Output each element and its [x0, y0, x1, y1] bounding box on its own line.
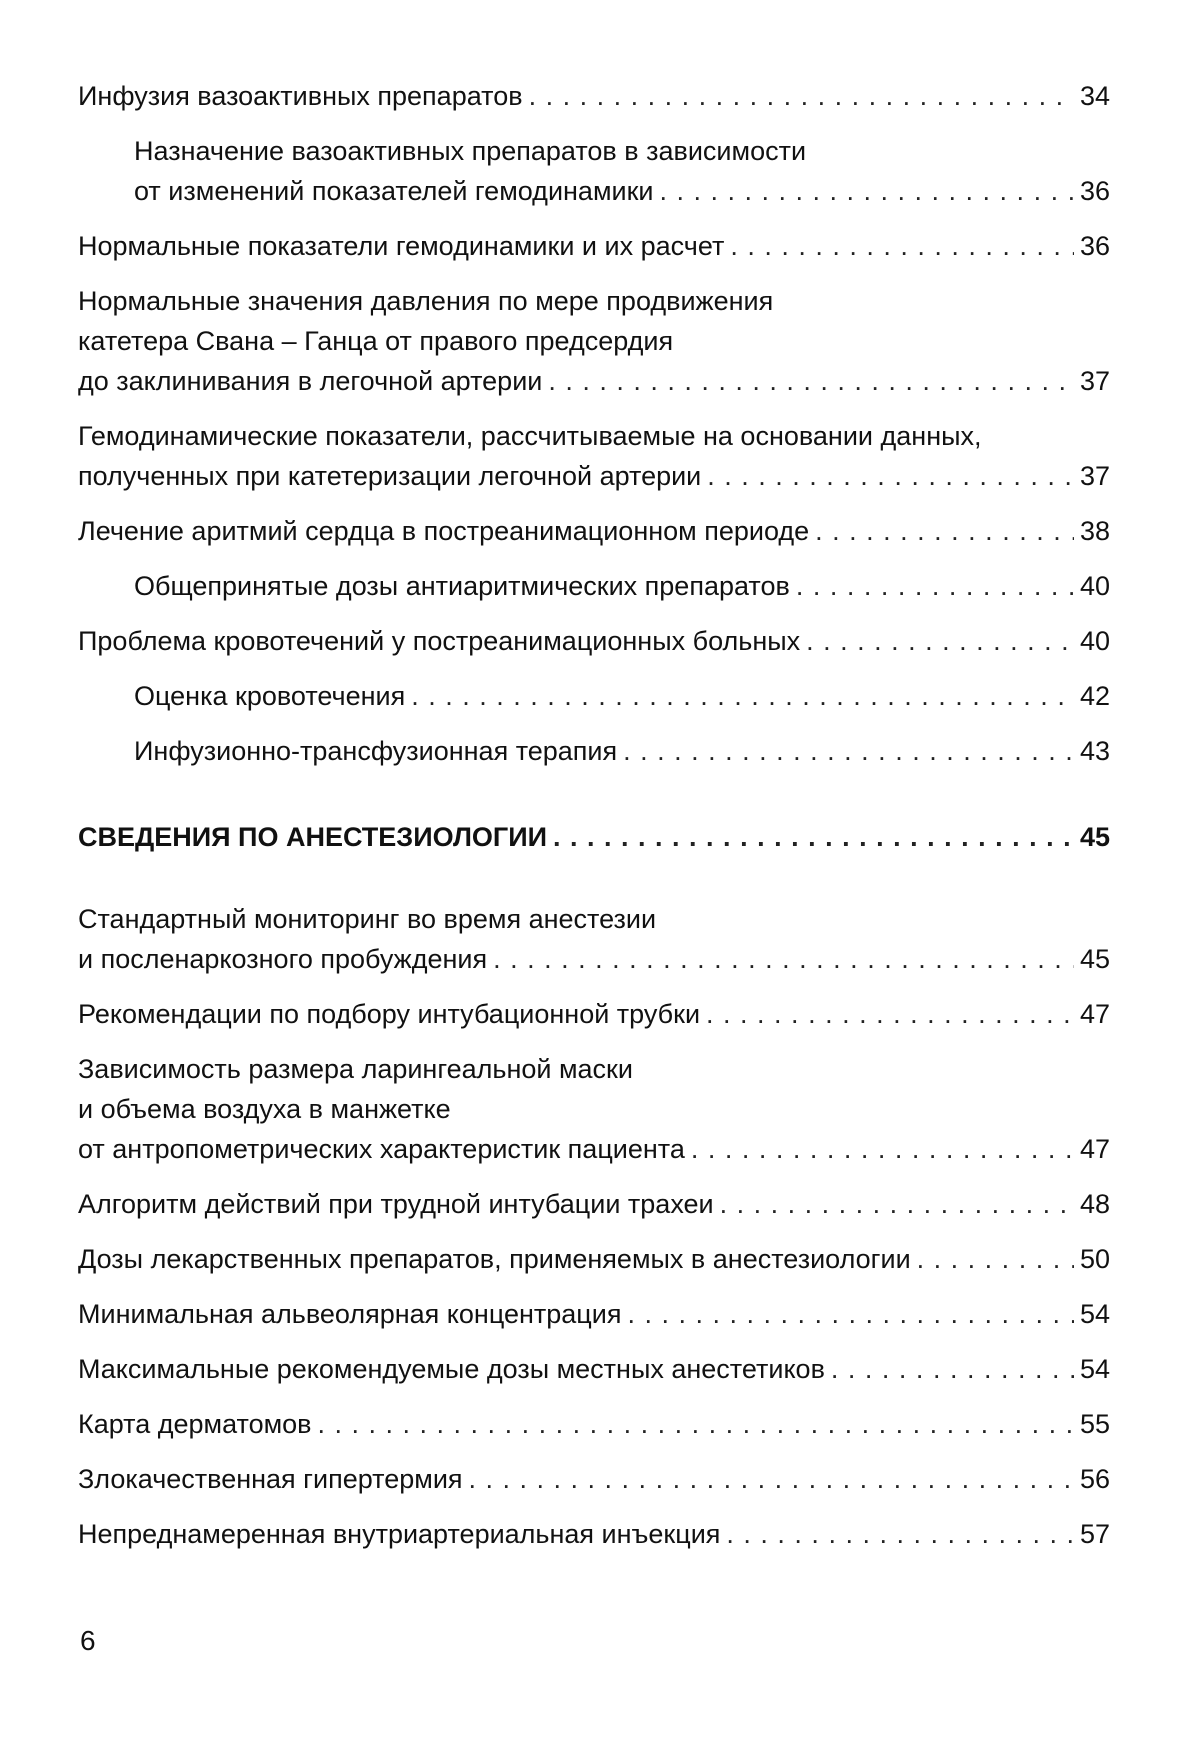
toc-entry: [78, 1294, 1110, 1334]
dot-leader: [627, 1294, 1073, 1334]
toc-entry-title-line: от изменений показателей гемодинамики: [134, 176, 654, 206]
toc-entry-title-line: Общепринятые дозы антиаритмических препаратов: [134, 571, 790, 601]
dot-leader: [529, 76, 1074, 116]
dot-leader: [623, 731, 1074, 771]
toc-entry-last-line: [78, 621, 1110, 661]
toc-entry-title-line: катетера Свана – Ганца от правого предсердия: [78, 326, 674, 356]
toc-entry-last-line: [78, 76, 1110, 116]
toc-page-number: 43: [1079, 736, 1110, 766]
dot-leader: [553, 817, 1074, 857]
toc-entry-title-line: Карта дерматомов: [78, 1409, 312, 1439]
toc-entry: [78, 1184, 1110, 1224]
toc-entry-last-line: [78, 1514, 1110, 1554]
toc-entry-title-line: Нормальные показатели гемодинамики и их расчет: [78, 231, 725, 261]
dot-leader: [411, 676, 1074, 716]
toc-page-number: 47: [1079, 1134, 1110, 1164]
toc-entry-title-line: Рекомендации по подбору интубационной трубки: [78, 999, 701, 1029]
toc-entry: [78, 416, 1110, 496]
toc-page-number: 57: [1079, 1519, 1110, 1549]
toc-entry-title-line: полученных при катетеризации легочной артерии: [78, 461, 702, 491]
toc-entry-last-line: [134, 566, 1110, 606]
table-of-contents: [78, 76, 1110, 1569]
toc-entry-last-line: [78, 1349, 1110, 1389]
toc-entry-title-line: Минимальная альвеолярная концентрация: [78, 1299, 622, 1329]
dot-leader: [831, 1349, 1074, 1389]
toc-entry-title-line: СВЕДЕНИЯ ПО АНЕСТЕЗИОЛОГИИ: [78, 822, 548, 852]
toc-page-number: 37: [1079, 366, 1110, 396]
toc-page-number: 45: [1079, 822, 1110, 852]
toc-page-number: 34: [1079, 81, 1110, 111]
toc-page-number: 55: [1079, 1409, 1110, 1439]
toc-entry-last-line: [78, 1184, 1110, 1224]
toc-entry-title-line: от антропометрических характеристик пациента: [78, 1134, 685, 1164]
dot-leader: [548, 361, 1074, 401]
toc-page-number: 40: [1079, 571, 1110, 601]
toc-page-number: 36: [1079, 176, 1110, 206]
toc-page-number: 42: [1079, 681, 1110, 711]
toc-entry: [78, 1404, 1110, 1444]
dot-leader: [469, 1459, 1074, 1499]
toc-entry-title-line: и объема воздуха в манжетке: [78, 1094, 451, 1124]
toc-entry-title-line: Назначение вазоактивных препаратов в зависимости: [134, 136, 807, 166]
toc-page-number: 54: [1079, 1299, 1110, 1329]
toc-entry: [78, 1349, 1110, 1389]
dot-leader: [660, 171, 1074, 211]
toc-entry: [78, 76, 1110, 116]
toc-entry-title-line: Лечение аритмий сердца в постреанимационном периоде: [78, 516, 810, 546]
toc-entry-last-line: [78, 1404, 1110, 1444]
toc-page-number: 37: [1079, 461, 1110, 491]
toc-entry: [78, 511, 1110, 551]
toc-page-number: 56: [1079, 1464, 1110, 1494]
toc-page-number: 47: [1079, 999, 1110, 1029]
toc-entry-last-line: [78, 226, 1110, 266]
toc-entry-title-line: Максимальные рекомендуемые дозы местных анестетиков: [78, 1354, 825, 1384]
toc-entry-last-line: [134, 171, 1110, 211]
toc-entry-last-line: [78, 456, 1110, 496]
dot-leader: [493, 939, 1074, 979]
toc-entry: [78, 566, 1110, 606]
toc-entry-last-line: [78, 994, 1110, 1034]
toc-entry-title-line: Стандартный мониторинг во время анестезии: [78, 904, 657, 934]
toc-entry: [78, 1049, 1110, 1169]
toc-entry-last-line: [78, 361, 1110, 401]
toc-entry-title-line: Злокачественная гипертермия: [78, 1464, 463, 1494]
toc-page-number: 40: [1079, 626, 1110, 656]
toc-page-number: 45: [1079, 944, 1110, 974]
toc-page-number: 50: [1079, 1244, 1110, 1274]
toc-entry-title-line: Дозы лекарственных препаратов, применяемых в анестезиологии: [78, 1244, 911, 1274]
toc-entry-last-line: [78, 1459, 1110, 1499]
toc-entry-title-line: Гемодинамические показатели, рассчитываемые на основании данных,: [78, 421, 982, 451]
dot-leader: [720, 1184, 1074, 1224]
toc-entry: [78, 131, 1110, 211]
toc-entry-last-line: [78, 1294, 1110, 1334]
toc-entry-title-line: Оценка кровотечения: [134, 681, 406, 711]
toc-entry-title-line: и посленаркозного пробуждения: [78, 944, 488, 974]
toc-page-number: 48: [1079, 1189, 1110, 1219]
toc-entry: [78, 899, 1110, 979]
dot-leader: [796, 566, 1074, 606]
toc-entry: [78, 621, 1110, 661]
toc-entry-last-line: [78, 939, 1110, 979]
toc-entry: [78, 676, 1110, 716]
toc-entry-title-line: Непреднамеренная внутриартериальная инъекция: [78, 1519, 721, 1549]
toc-entry-last-line: [78, 511, 1110, 551]
toc-page-number: 54: [1079, 1354, 1110, 1384]
dot-leader: [707, 456, 1074, 496]
toc-section-heading: [78, 817, 1110, 857]
toc-entry: [78, 1514, 1110, 1554]
toc-entry-last-line: [78, 1239, 1110, 1279]
dot-leader: [917, 1239, 1074, 1279]
page-number: 6: [80, 1625, 96, 1656]
dot-leader: [706, 994, 1074, 1034]
toc-entry-title-line: Проблема кровотечений у постреанимационных больных: [78, 626, 801, 656]
toc-page-number: 38: [1079, 516, 1110, 546]
toc-entry: [78, 1459, 1110, 1499]
toc-entry: [78, 226, 1110, 266]
toc-entry-title-line: Инфузия вазоактивных препаратов: [78, 81, 523, 111]
toc-entry: [78, 731, 1110, 771]
toc-entry-title-line: Инфузионно-трансфузионная терапия: [134, 736, 618, 766]
dot-leader: [318, 1404, 1074, 1444]
toc-entry-title-line: Нормальные значения давления по мере продвижения: [78, 286, 774, 316]
dot-leader: [726, 1514, 1074, 1554]
dot-leader: [806, 621, 1074, 661]
toc-entry: [78, 994, 1110, 1034]
dot-leader: [815, 511, 1074, 551]
toc-entry-title-line: до заклинивания в легочной артерии: [78, 366, 543, 396]
toc-entry-last-line: [134, 731, 1110, 771]
toc-entry: [78, 1239, 1110, 1279]
dot-leader: [730, 226, 1074, 266]
toc-entry-title-line: Алгоритм действий при трудной интубации трахеи: [78, 1189, 714, 1219]
toc-entry-title-line: Зависимость размера ларингеальной маски: [78, 1054, 633, 1084]
toc-page-number: 36: [1079, 231, 1110, 261]
toc-entry-last-line: [78, 817, 1110, 857]
toc-entry-last-line: [134, 676, 1110, 716]
dot-leader: [691, 1129, 1074, 1169]
toc-entry-last-line: [78, 1129, 1110, 1169]
toc-entry: [78, 281, 1110, 401]
